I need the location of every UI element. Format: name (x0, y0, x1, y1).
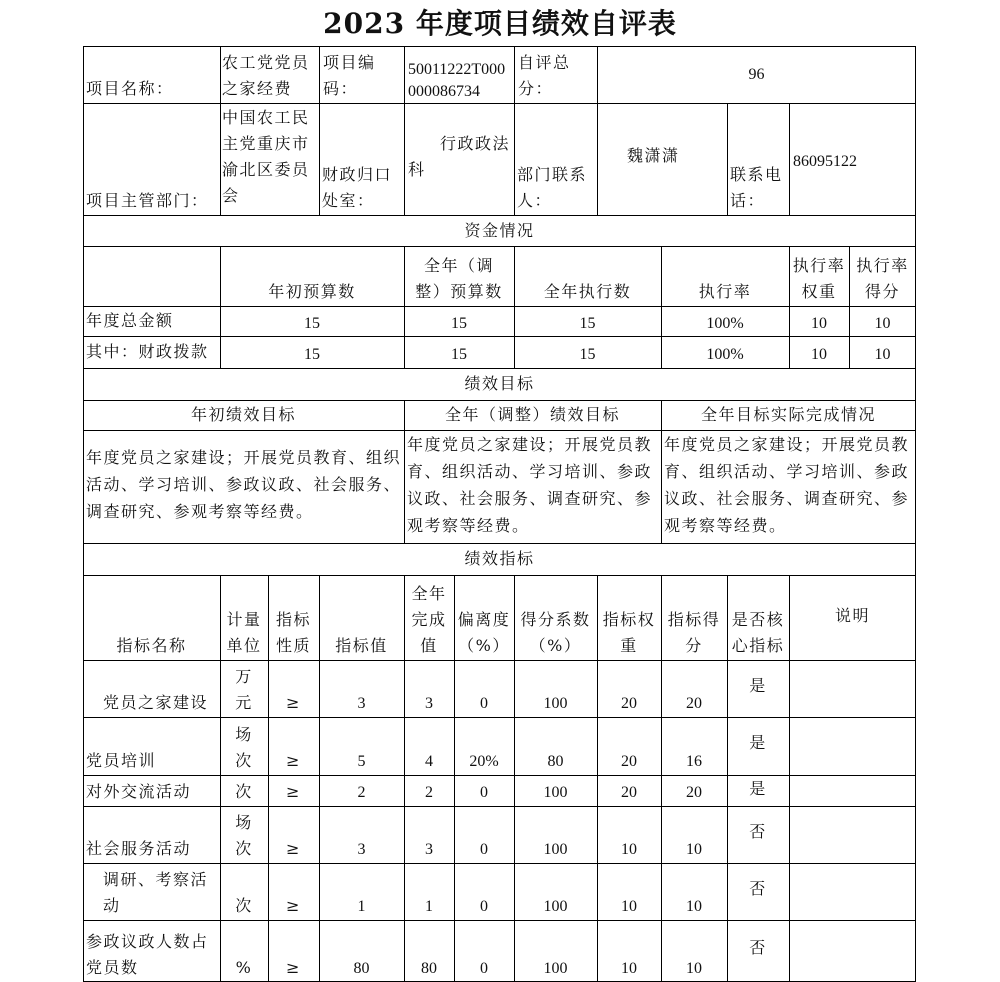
funds-row-total-initial: 15 (304, 314, 320, 332)
indicator-cell-coefficient: 100 (543, 898, 568, 915)
grid-line-h (83, 660, 916, 661)
dept-value: 中国农工民主党重庆市渝北区委员会 (222, 108, 310, 205)
project-code-label: 项目编码： (323, 53, 376, 98)
funds-header-adjusted-budget: 全年（调整）预算数 (415, 256, 503, 301)
funds-row-total-rate: 100% (706, 314, 744, 332)
funds-row-total-score: 10 (874, 314, 891, 332)
grid-line-v (404, 575, 405, 982)
contact-value: 魏潇潇 (627, 146, 680, 165)
grid-line-h (83, 103, 916, 104)
grid-line-v (514, 575, 515, 982)
grid-line-v (915, 46, 916, 982)
grid-line-h (83, 400, 916, 401)
indicator-cell-core: 否 (749, 879, 767, 898)
indicator-cell-unit: 次 (235, 782, 253, 801)
finance-office-label: 财政归口处室： (322, 165, 393, 210)
grid-line-v (404, 246, 405, 369)
grid-line-h (83, 46, 916, 47)
indicator-cell-completed: 4 (425, 753, 433, 770)
indicator-cell-name: 党员培训 (86, 751, 157, 770)
grid-line-v (514, 246, 515, 369)
grid-line-v (220, 246, 221, 369)
grid-line-v (789, 246, 790, 369)
grid-line-v (597, 46, 598, 216)
indicator-cell-completed: 3 (425, 841, 433, 858)
indicator-cell-note (789, 660, 916, 717)
project-name-label: 项目名称： (86, 79, 174, 98)
grid-line-v (514, 46, 515, 216)
project-code-value: 50011222T000000086734 (408, 61, 506, 100)
grid-line-v (454, 575, 455, 982)
ind-header-target: 指标值 (335, 636, 388, 655)
indicator-cell-name: 参政议政人数占党员数 (86, 932, 209, 977)
ind-header-unit: 计量单位 (226, 610, 262, 655)
goals-section-title: 绩效目标 (464, 374, 535, 393)
grid-line-h (83, 920, 916, 921)
indicator-cell-nature: ≥ (286, 958, 301, 977)
funds-header-blank (83, 246, 220, 306)
grid-line-v (661, 400, 662, 544)
indicator-cell-weight: 20 (621, 753, 637, 770)
indicator-cell-target: 5 (357, 753, 366, 770)
goals-text-initial: 年度党员之家建设；开展党员教育、组织活动、学习培训、参政议政、社会服务、调查研究、参观考察等经费。 (86, 448, 402, 521)
contact-label: 部门联系人： (517, 165, 588, 210)
dept-label: 项目主管部门： (86, 191, 209, 210)
indicator-cell-target: 80 (353, 960, 370, 977)
grid-line-v (268, 575, 269, 982)
indicator-cell-unit: 次 (235, 896, 253, 915)
indicator-cell-deviation: 20% (469, 753, 499, 770)
indicator-cell-note (789, 920, 916, 982)
grid-line-v (661, 575, 662, 982)
indicator-cell-core: 是 (749, 733, 767, 752)
document-title: 2023 年度项目绩效自评表 (323, 7, 677, 40)
indicator-cell-nature: ≥ (286, 896, 301, 915)
grid-line-v (789, 103, 790, 216)
indicator-cell-weight: 10 (621, 960, 637, 977)
indicator-cell-coefficient: 80 (547, 753, 564, 770)
indicator-cell-note (789, 717, 916, 775)
grid-line-v (727, 575, 728, 982)
indicator-cell-completed: 80 (421, 960, 437, 977)
funds-header-rate-score: 执行率得分 (856, 256, 909, 301)
indicator-cell-completed: 1 (425, 898, 433, 915)
funds-row-fiscal-rate: 100% (706, 345, 744, 363)
indicator-cell-name: 党员之家建设 (103, 693, 209, 712)
indicator-cell-nature: ≥ (286, 782, 301, 801)
grid-line-h (83, 430, 916, 431)
grid-line-h (83, 775, 916, 776)
indicator-cell-score: 10 (686, 898, 702, 915)
grid-line-v (220, 575, 221, 982)
indicator-cell-core: 否 (749, 822, 767, 841)
grid-line-v (404, 46, 405, 216)
grid-line-h (83, 246, 916, 247)
indicator-cell-completed: 3 (425, 695, 433, 712)
grid-line-v (661, 246, 662, 369)
indicator-cell-unit: 场次 (235, 725, 253, 770)
funds-row-fiscal-score: 10 (874, 345, 891, 363)
indicator-cell-core: 是 (749, 676, 767, 695)
funds-row-fiscal-executed: 15 (579, 345, 596, 363)
grid-line-h (83, 575, 916, 576)
ind-header-note: 说明 (834, 606, 870, 625)
grid-line-h (83, 543, 916, 544)
funds-row-total-weight: 10 (811, 314, 827, 332)
indicator-cell-score: 10 (686, 841, 702, 858)
indicator-cell-score: 20 (686, 784, 702, 801)
grid-line-v (319, 575, 320, 982)
ind-header-weight: 指标权重 (602, 610, 656, 655)
project-name-value: 农工党党员之家经费 (222, 53, 310, 98)
ind-header-name: 指标名称 (116, 636, 187, 655)
grid-line-v (319, 46, 320, 216)
grid-line-h (83, 717, 916, 718)
indicator-cell-weight: 20 (621, 695, 637, 712)
indicator-cell-nature: ≥ (286, 693, 301, 712)
indicator-cell-core: 是 (749, 779, 767, 798)
finance-office-value: 行政政法科 (408, 134, 511, 179)
funds-row-fiscal-initial: 15 (304, 345, 320, 363)
indicator-cell-note (789, 806, 916, 863)
indicator-cell-deviation: 0 (480, 960, 488, 977)
funds-row-fiscal-adjusted: 15 (451, 345, 467, 363)
funds-row-total-label: 年度总金额 (86, 311, 174, 330)
indicator-cell-weight: 10 (621, 841, 637, 858)
funds-row-total-executed: 15 (579, 314, 596, 332)
indicator-cell-score: 20 (686, 695, 702, 712)
grid-line-v (220, 46, 221, 216)
grid-line-v (83, 46, 84, 982)
funds-section-title: 资金情况 (464, 220, 535, 240)
grid-line-h (83, 368, 916, 369)
indicator-cell-target: 1 (357, 898, 366, 915)
self-score-value: 96 (748, 66, 765, 83)
grid-line-h (83, 863, 916, 864)
goals-header-initial: 年初绩效目标 (190, 405, 296, 424)
self-score-label: 自评总分： (518, 53, 571, 98)
indicator-cell-deviation: 0 (480, 841, 488, 858)
goals-header-actual: 全年目标实际完成情况 (700, 405, 876, 424)
funds-row-total-adjusted: 15 (451, 314, 467, 332)
indicator-cell-coefficient: 100 (543, 695, 568, 712)
indicator-cell-core: 否 (749, 938, 767, 957)
funds-header-executed: 全年执行数 (543, 282, 632, 301)
ind-header-score: 指标得分 (667, 610, 721, 655)
indicator-cell-deviation: 0 (480, 784, 488, 801)
grid-line-v (727, 103, 728, 216)
indicator-cell-coefficient: 100 (543, 960, 568, 977)
grid-line-h (83, 306, 916, 307)
goals-header-adjusted: 全年（调整）绩效目标 (444, 405, 620, 424)
funds-header-rate-weight: 执行率权重 (792, 256, 846, 301)
ind-header-completed: 全年完成值 (411, 584, 447, 655)
indicator-cell-nature: ≥ (286, 751, 301, 770)
indicator-cell-deviation: 0 (480, 695, 488, 712)
grid-line-v (597, 575, 598, 982)
funds-header-initial-budget: 年初预算数 (268, 282, 356, 301)
indicator-cell-weight: 20 (621, 784, 637, 801)
indicator-cell-note (789, 863, 916, 920)
indicator-cell-target: 3 (357, 695, 366, 712)
ind-header-coefficient: 得分系数（%） (520, 610, 591, 655)
ind-header-core: 是否核心指标 (731, 610, 785, 655)
indicator-cell-score: 16 (686, 753, 702, 770)
grid-line-v (404, 400, 405, 544)
goals-text-actual: 年度党员之家建设；开展党员教育、组织活动、学习培训、参政议政、社会服务、调查研究、参观考察等经费。 (664, 435, 910, 535)
ind-header-deviation: 偏离度（%） (457, 610, 511, 655)
indicator-cell-target: 3 (357, 841, 366, 858)
indicator-cell-unit: % (235, 958, 253, 977)
indicator-cell-target: 2 (357, 784, 366, 801)
funds-row-fiscal-label: 其中：财政拨款 (86, 342, 209, 361)
indicator-cell-nature: ≥ (286, 839, 301, 858)
indicator-cell-name: 对外交流活动 (86, 782, 192, 801)
indicator-cell-score: 10 (686, 960, 702, 977)
grid-line-v (849, 246, 850, 369)
funds-header-exec-rate: 执行率 (698, 282, 752, 301)
indicators-section-title: 绩效指标 (464, 549, 535, 568)
indicator-cell-coefficient: 100 (543, 784, 568, 801)
indicator-cell-note (789, 775, 916, 806)
phone-value: 86095122 (793, 153, 857, 170)
indicator-cell-name: 社会服务活动 (86, 839, 192, 858)
phone-label: 联系电话： (730, 165, 783, 210)
grid-line-h (83, 806, 916, 807)
ind-header-nature: 指标性质 (275, 610, 311, 655)
indicator-cell-deviation: 0 (480, 898, 488, 915)
funds-row-fiscal-weight: 10 (811, 345, 827, 363)
indicator-cell-unit: 万元 (235, 667, 253, 712)
grid-line-h (83, 215, 916, 216)
goals-text-adjusted: 年度党员之家建设；开展党员教育、组织活动、学习培训、参政议政、社会服务、调查研究、参观考察等经费。 (407, 435, 653, 535)
grid-line-h (83, 336, 916, 337)
indicator-cell-weight: 10 (621, 898, 637, 915)
grid-line-v (789, 575, 790, 982)
indicator-cell-name: 调研、考察活动 (103, 870, 209, 915)
indicator-cell-completed: 2 (425, 784, 433, 801)
indicator-cell-coefficient: 100 (543, 841, 568, 858)
indicator-cell-unit: 场次 (235, 813, 253, 858)
performance-evaluation-table (83, 46, 916, 982)
